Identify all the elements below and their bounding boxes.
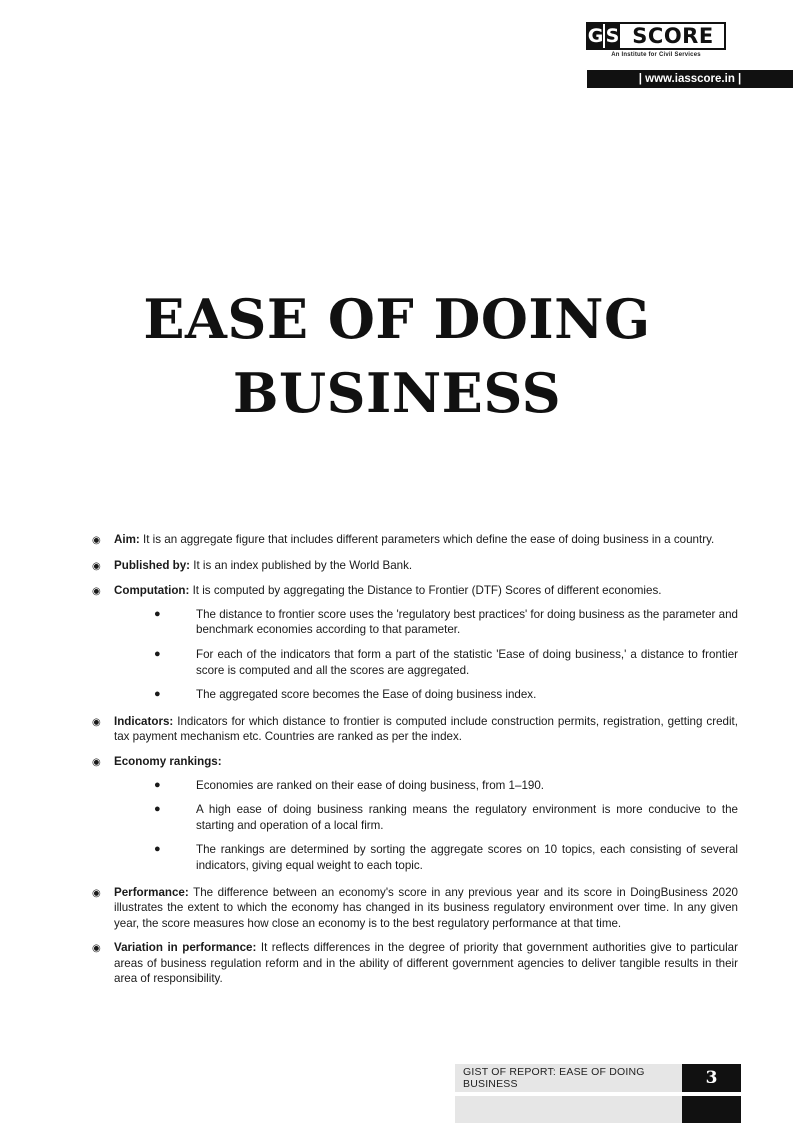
dot-icon: ●	[154, 688, 161, 701]
title-line-1: EASE OF DOING	[143, 287, 651, 351]
list-item	[92, 532, 738, 549]
page-number: 3	[682, 1064, 741, 1092]
gsscore-logo	[586, 22, 726, 58]
list-item-text	[114, 714, 738, 745]
dot-icon: ●	[154, 778, 161, 791]
sub-list-item	[130, 802, 738, 833]
logo-tagline: An Institute for Civil Services	[611, 52, 701, 58]
dot-icon: ●	[154, 803, 161, 816]
list-item-body	[114, 754, 738, 876]
list-item-body	[114, 885, 738, 932]
list-item-description: It is an aggregate figure that includes different parameters which define the ease of doing business in a country.	[139, 533, 715, 546]
footer-report-title: GIST OF REPORT: EASE OF DOING BUSINESS	[455, 1064, 682, 1092]
list-item	[92, 885, 738, 932]
sub-list-item-text: The rankings are determined by sorting the aggregate scores on 10 topics, each consisting of several indicators, giving equal weight to each topic.	[196, 843, 738, 872]
bullet-icon: ◉	[92, 943, 101, 955]
logo-gs-blocks	[588, 24, 622, 48]
list-item	[92, 940, 738, 987]
list-item	[92, 714, 738, 745]
list-item-label: Computation:	[114, 584, 190, 598]
sub-list-item	[130, 607, 738, 638]
bullet-icon: ◉	[92, 887, 101, 899]
logo-mark	[586, 22, 726, 50]
list-item-label: Aim:	[114, 533, 140, 546]
sub-list-item-text: For each of the indicators that form a part of the statistic 'Ease of doing business,' a distance to frontier score is computed and all the scores are aggregated.	[196, 647, 738, 677]
bullet-icon: ◉	[92, 535, 101, 546]
logo-letter-s: S	[605, 24, 622, 48]
list-item-body	[114, 558, 738, 575]
list-item-label: Performance:	[114, 885, 189, 899]
footer-dark-block	[682, 1096, 741, 1123]
list-item-body	[114, 714, 738, 745]
sub-list-item-text: Economies are ranked on their ease of doing business, from 1–190.	[196, 778, 545, 792]
footer-bar-lower	[455, 1096, 741, 1123]
list-item-text	[114, 558, 738, 574]
title-line-2: BUSINESS	[232, 361, 562, 425]
list-item-text	[114, 940, 738, 987]
content-list	[92, 532, 738, 996]
list-item-description: Indicators for which distance to frontier is computed include construction permits, registration, getting credit, tax payment mechanism etc. Countries are ranked as per the index.	[114, 714, 738, 744]
list-item-text	[114, 532, 738, 548]
sub-list-item	[130, 647, 738, 678]
sub-list	[130, 607, 738, 703]
sub-list-item	[130, 778, 738, 794]
sub-list-item	[130, 842, 738, 873]
dot-icon: ●	[154, 843, 161, 856]
list-item-label: Published by:	[114, 558, 191, 572]
sub-list-item-text: The distance to frontier score uses the 'regulatory best practices' for doing business as the parameter and benchmark economies according to that parameter.	[196, 607, 738, 637]
page-title	[0, 282, 794, 430]
sub-list-item-text: The aggregated score becomes the Ease of doing business index.	[196, 688, 537, 702]
list-item	[92, 558, 738, 575]
list-item-label: Economy rankings:	[114, 754, 222, 768]
list-item-text	[114, 583, 738, 599]
list-item-description: It is an index published by the World Bank.	[190, 558, 413, 572]
dot-icon: ●	[154, 607, 161, 620]
list-item-text	[114, 885, 738, 932]
dot-icon: ●	[154, 647, 161, 660]
footer-grey-block	[455, 1096, 682, 1123]
website-url[interactable]: | www.iasscore.in |	[587, 70, 793, 88]
bullet-icon: ◉	[92, 756, 101, 768]
sub-list-item	[130, 687, 738, 703]
list-item-description: The difference between an economy's score in any previous year and its score in DoingBusiness 2020 illustrates the extent to which the economy has changed in its business regulatory environment over time. In any given year, the score measures how close an economy is to the best regulatory performance at that time.	[114, 885, 738, 930]
logo-letter-g: G	[587, 25, 604, 47]
list-item	[92, 583, 738, 705]
sub-list-item-text: A high ease of doing business ranking means the regulatory environment is more conducive to the starting and operation of a local firm.	[196, 803, 738, 832]
list-item-label: Variation in performance:	[114, 941, 257, 955]
list-item-body	[114, 940, 738, 987]
logo-score-text: SCORE	[632, 24, 714, 48]
sub-list	[130, 778, 738, 874]
list-item-body	[114, 532, 738, 549]
list-item-body	[114, 583, 738, 705]
list-item-description: It reflects differences in the degree of priority that government authorities give to particular areas of business regulation reform and in the ability of different government agencies to deliver tangible results in their area of responsibility.	[114, 941, 738, 986]
list-item-description: It is computed by aggregating the Distance to Frontier (DTF) Scores of different economies.	[189, 584, 662, 598]
list-item-label: Indicators:	[114, 714, 174, 728]
bullet-icon: ◉	[92, 586, 101, 598]
footer-bar	[455, 1064, 741, 1092]
bullet-icon: ◉	[92, 560, 101, 572]
bullet-icon: ◉	[92, 716, 101, 728]
list-item	[92, 754, 738, 876]
list-item-text	[114, 754, 738, 770]
